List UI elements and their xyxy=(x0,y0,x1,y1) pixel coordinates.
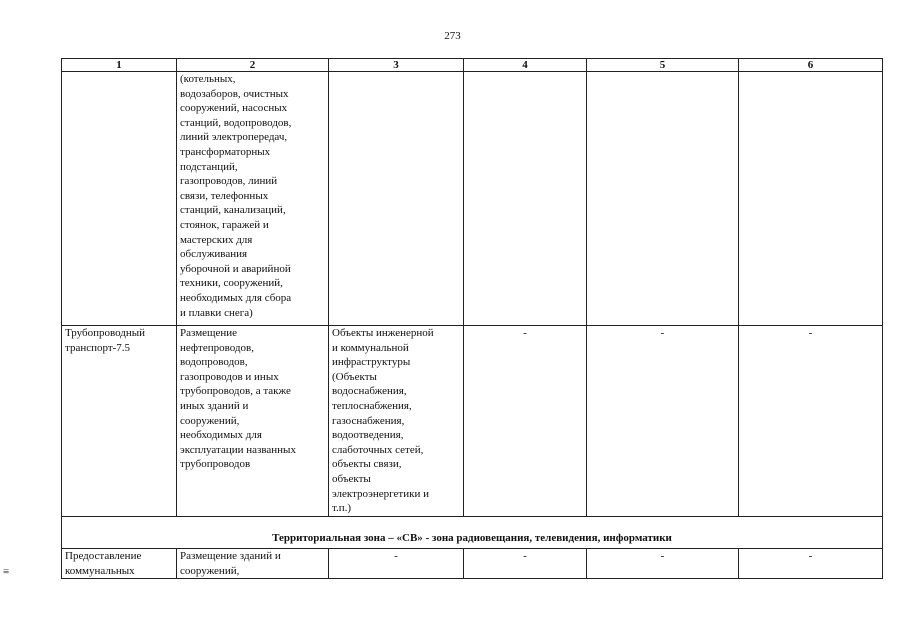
column-header: 2 xyxy=(177,59,329,72)
column-header: 6 xyxy=(739,59,883,72)
table-cell: - xyxy=(587,326,739,517)
table-cell-objects: Объекты инженерной и коммунальной инфраструктуры (Объекты водоснабжения, теплоснабжения, газоснабжения, водоотведения, слаботочных сетей, объекты связи, объекты электроэнергетики и т.п.) xyxy=(329,326,464,517)
column-header: 1 xyxy=(62,59,177,72)
table-cell: - xyxy=(739,326,883,517)
table-cell-use-type: Трубопроводный транспорт-7.5 xyxy=(62,326,177,517)
table-row xyxy=(62,326,883,517)
column-header: 4 xyxy=(464,59,587,72)
zone-header-row xyxy=(62,517,883,549)
page-number: 273 xyxy=(444,30,461,42)
zone-title: Территориальная зона – «СВ» - зона радиовещания, телевидения, информатики xyxy=(62,517,883,549)
table-cell-description: Размещение зданий и сооружений, xyxy=(177,549,329,579)
table-cell-use-type xyxy=(62,72,177,326)
table-cell-description: (котельных, водозаборов, очистных сооружений, насосных станций, водопроводов, линий электропередач, трансформаторных подстанций, газопроводов, линий связи, телефонных станций, канализаций, стоянок, гаражей и мастерских для обслуживания уборочной и аварийной техники, сооружений, необходимых для сбора и плавки снега) xyxy=(177,72,329,326)
table-header-row xyxy=(62,59,883,72)
table-cell: - xyxy=(587,549,739,579)
table-cell xyxy=(739,72,883,326)
land-use-table xyxy=(61,58,883,579)
table-cell: - xyxy=(464,549,587,579)
table-cell-objects xyxy=(329,72,464,326)
table-cell xyxy=(587,72,739,326)
table-row xyxy=(62,549,883,579)
margin-mark: ≡ xyxy=(3,566,10,578)
table-cell: - xyxy=(464,326,587,517)
table-cell-use-type: Предоставление коммунальных xyxy=(62,549,177,579)
table-cell xyxy=(464,72,587,326)
table-cell: - xyxy=(329,549,464,579)
table-cell-description: Размещение нефтепроводов, водопроводов, газопроводов и иных трубопроводов, а также иных зданий и сооружений, необходимых для эксплуатации названных трубопроводов xyxy=(177,326,329,517)
column-header: 3 xyxy=(329,59,464,72)
table-row xyxy=(62,72,883,326)
column-header: 5 xyxy=(587,59,739,72)
table-cell: - xyxy=(739,549,883,579)
